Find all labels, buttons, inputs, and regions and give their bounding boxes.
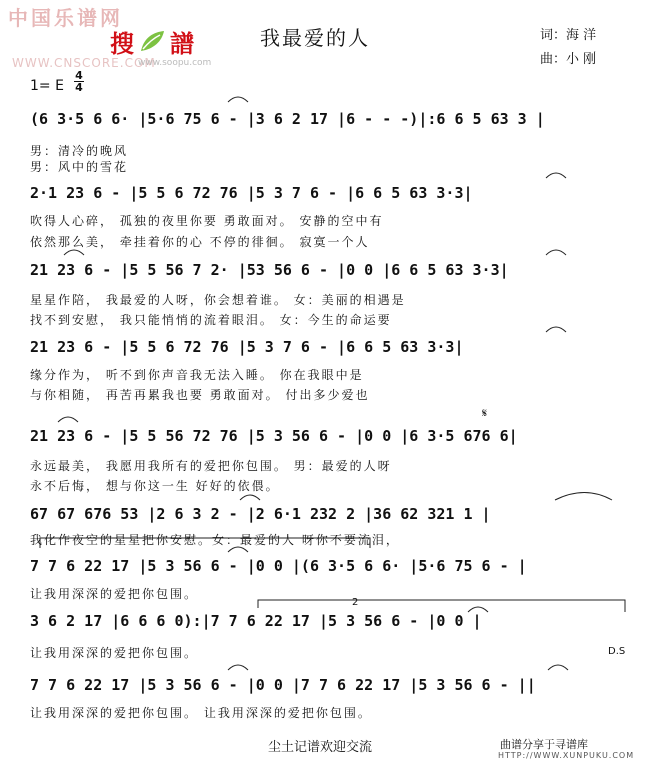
tie-mark bbox=[546, 250, 566, 255]
system-4-notes: 21 23 6 - |5 5 6 72 76 |5 3 7 6 - |6 6 5 63 3·3| bbox=[30, 338, 464, 356]
composer: 曲：小 刚 bbox=[540, 52, 597, 67]
system-5-lyric-1: 永远最美， 我愿用我所有的爱把你包围。 男：最爱的人呀 bbox=[30, 459, 392, 473]
time-sig-bottom: 4 bbox=[75, 81, 83, 94]
system-3-lyric-1: 星星作陪， 我最爱的人呀，你会想着谁。 女：美丽的相遇是 bbox=[30, 293, 406, 307]
tie-mark bbox=[64, 250, 84, 255]
system-8-notes: 3 6 2 17 |6 6 6 0):|7 7 6 22 17 |5 3 56 6 - |0 0 | bbox=[30, 612, 482, 630]
tie-mark bbox=[228, 665, 248, 670]
logo-char-pu: 譜 bbox=[170, 29, 194, 58]
slur-mark bbox=[555, 493, 612, 501]
logo-char-sou: 搜 bbox=[110, 29, 134, 58]
system-2-lyric-1: 吹得人心碎， 孤独的夜里你要 勇敢面对。 安静的空中有 bbox=[30, 214, 384, 228]
system-6-lyric-1: 我化作夜空的星星把你安慰。女：最爱的人 呀你不要流泪， bbox=[30, 533, 400, 547]
tie-mark bbox=[58, 417, 78, 422]
ds-mark: D.S bbox=[608, 646, 626, 657]
system-3-lyric-2: 找不到安慰， 我只能悄悄的流着眼泪。 女：今生的命运要 bbox=[30, 313, 392, 327]
system-2-lyric-2: 依然那么美， 牵挂着你的心 不停的徘徊。 寂寞一个人 bbox=[30, 235, 370, 249]
tie-mark bbox=[468, 607, 488, 612]
footer-url[interactable]: HTTP://WWW.XUNPUKU.COM bbox=[498, 751, 635, 760]
volta-2-label: 2 bbox=[352, 597, 359, 608]
key-signature: 1= E bbox=[30, 78, 64, 94]
watermark-text: 中国乐谱网 bbox=[8, 6, 123, 30]
system-5-notes: 21 23 6 - |5 5 56 72 76 |5 3 56 6 - |0 0 |6 3·5 676 6| bbox=[30, 427, 518, 445]
system-5-lyric-2: 永不后悔， 想与你这一生 好好的依偎。 bbox=[30, 479, 280, 493]
tie-mark bbox=[546, 173, 566, 178]
lyricist: 词：海 洋 bbox=[540, 28, 597, 43]
system-8-lyric-1: 让我用深深的爱把你包围。 bbox=[30, 646, 199, 660]
page-title: 我最爱的人 bbox=[260, 26, 370, 50]
volta-1-bracket bbox=[40, 538, 370, 548]
system-9-lyric-1: 让我用深深的爱把你包围。 让我用深深的爱把你包围。 bbox=[30, 706, 372, 720]
tie-mark bbox=[548, 665, 568, 670]
system-4-lyric-1: 缘分作为， 听不到你声音我无法入睡。 你在我眼中是 bbox=[30, 368, 364, 382]
system-3-notes: 21 23 6 - |5 5 56 7 2· |53 56 6 - |0 0 |6 6 5 63 3·3| bbox=[30, 261, 509, 279]
tie-mark bbox=[228, 547, 248, 552]
system-1-lyric-2: 男：风中的雪花 bbox=[30, 160, 129, 174]
system-1-lyric-1: 男：清冷的晚风 bbox=[30, 144, 129, 158]
logo-url: www.soopu.com bbox=[138, 58, 212, 68]
time-sig-top: 4 bbox=[75, 69, 83, 82]
system-1-notes: (6 3·5 6 6· |5·6 75 6 - |3 6 2 17 |6 - - -)|:6 6 5 63 3 | bbox=[30, 110, 545, 128]
system-4-lyric-2: 与你相随， 再苦再累我也要 勇敢面对。 付出多少爱也 bbox=[30, 388, 370, 402]
tie-mark bbox=[228, 97, 248, 102]
system-9-notes: 7 7 6 22 17 |5 3 56 6 - |0 0 |7 7 6 22 17 |5 3 56 6 - || bbox=[30, 676, 536, 694]
system-6-notes: 67 67 676 53 |2 6 3 2 - |2 6·1 232 2 |36 62 321 1 | bbox=[30, 505, 491, 523]
volta-2-bracket bbox=[258, 600, 625, 612]
tie-mark bbox=[546, 327, 566, 332]
tie-mark bbox=[240, 495, 260, 500]
system-2-notes: 2·1 23 6 - |5 5 6 72 76 |5 3 7 6 - |6 6 5 63 3·3| bbox=[30, 184, 473, 202]
system-7-notes: 7 7 6 22 17 |5 3 56 6 - |0 0 |(6 3·5 6 6· |5·6 75 6 - | bbox=[30, 557, 527, 575]
watermark-url: WWW.CNSCORE.COM bbox=[12, 56, 156, 70]
segno-icon: 𝄋 bbox=[482, 406, 488, 420]
system-7-lyric-1: 让我用深深的爱把你包围。 bbox=[30, 587, 199, 601]
footer-left-text: 尘土记谱欢迎交流 bbox=[268, 740, 373, 755]
footer-right-text: 曲谱分享于寻谱库 bbox=[500, 738, 588, 751]
